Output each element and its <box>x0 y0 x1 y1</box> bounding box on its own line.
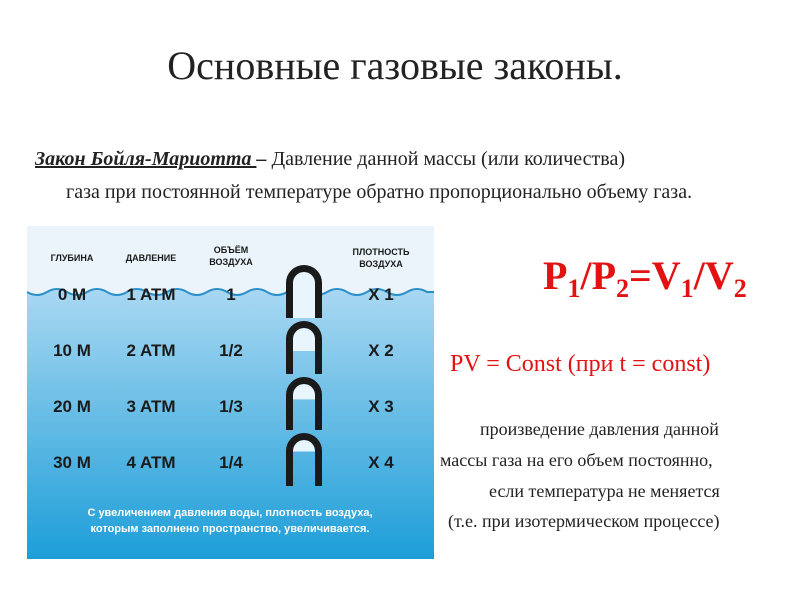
row-3-pressure: 4 ATM <box>126 453 176 472</box>
row-2-volume: 1/3 <box>219 397 243 416</box>
diagram-caption-1: С увеличением давления воды, плотность воздуха, <box>87 507 373 519</box>
formula-v: V <box>651 253 681 298</box>
explanation-line-1: произведение давления данной <box>480 419 719 439</box>
formula-sub-4: 2 <box>733 274 747 303</box>
slide-title: Основные газовые законы. <box>167 43 623 88</box>
law-name: Закон Бойля-Мариотта <box>35 148 257 170</box>
formula-sub-1: 1 <box>567 274 581 303</box>
ratio-formula <box>543 252 747 303</box>
formula-sub-3: 1 <box>680 274 694 303</box>
boyle-diagram <box>27 226 434 559</box>
row-1-volume: 1/2 <box>219 341 243 360</box>
bell-air-1 <box>293 328 315 351</box>
row-2-density: X 3 <box>368 397 394 416</box>
row-0-pressure: 1 ATM <box>126 285 176 304</box>
law-dash: – <box>256 148 267 170</box>
diagram-caption-2: которым заполнено пространство, увеличивается. <box>90 523 370 535</box>
explanation-line-2: массы газа на его объем постоянно, <box>440 450 713 470</box>
law-definition-line2: газа при постоянной температуре обратно пропорционально объему газа. <box>66 181 693 203</box>
row-0-density: X 1 <box>368 285 394 304</box>
bell-air-0 <box>293 272 315 318</box>
row-0-volume: 1 <box>226 285 236 304</box>
law-text-1: Давление данной массы (или количества) <box>266 148 625 170</box>
row-3-volume: 1/4 <box>219 453 243 472</box>
formula-v2: V <box>704 253 734 298</box>
formula-p2: P <box>591 253 616 298</box>
header-density-2: ВОЗДУХА <box>359 259 403 269</box>
row-3-depth: 30 М <box>53 453 91 472</box>
row-1-pressure: 2 ATM <box>126 341 176 360</box>
explanation-line-3: если температура не меняется <box>489 481 720 501</box>
row-3-density: X 4 <box>368 453 394 472</box>
header-pressure: ДАВЛЕНИЕ <box>125 253 177 263</box>
header-volume-2: ВОЗДУХА <box>209 257 253 267</box>
formula-slash-1: / <box>580 253 592 298</box>
row-1-density: X 2 <box>368 341 394 360</box>
explanation-line-4: (т.е. при изотермическом процессе) <box>448 511 720 531</box>
formula-sub-2: 2 <box>616 274 629 303</box>
row-1-depth: 10 М <box>53 341 91 360</box>
formula-p: P <box>543 253 568 298</box>
row-2-depth: 20 М <box>53 397 91 416</box>
row-0-depth: 0 М <box>57 285 87 304</box>
header-density-1: ПЛОТНОСТЬ <box>352 247 410 257</box>
header-volume-1: ОБЪЁМ <box>213 245 249 255</box>
formula-eq: = <box>629 253 652 298</box>
pv-const-formula: PV = Const (при t = const) <box>450 351 711 377</box>
formula-slash-2: / <box>693 253 705 298</box>
row-2-pressure: 3 ATM <box>126 397 176 416</box>
law-definition-line1 <box>35 148 625 171</box>
header-depth: ГЛУБИНА <box>50 253 94 263</box>
